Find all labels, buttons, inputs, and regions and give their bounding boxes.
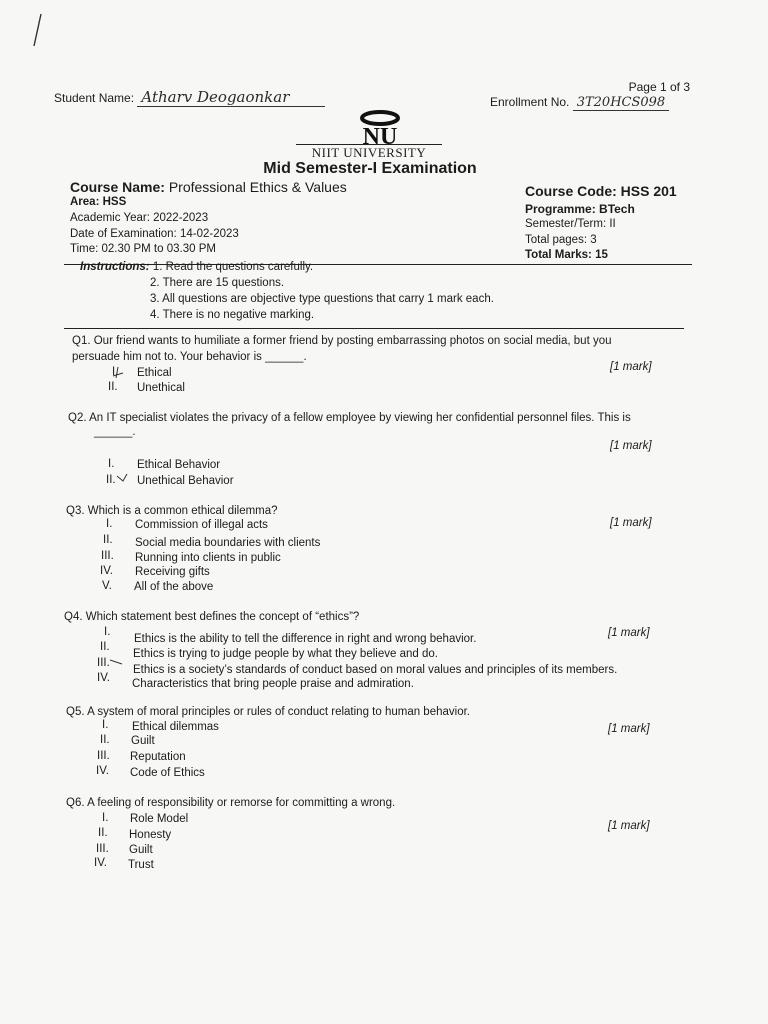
- course-name-label: Course Name:: [70, 179, 165, 195]
- option-number: IV.: [100, 565, 114, 577]
- option-number: III.: [97, 750, 110, 762]
- option-text: Ethical Behavior: [137, 459, 221, 471]
- university-name: NIIT UNIVERSITY: [296, 144, 442, 161]
- option-text: Ethics is trying to judge people by what they believe and do.: [133, 648, 438, 660]
- question-text: Q2. An IT specialist violates the privacy of a fellow employee by viewing her confidential personnel files. This is: [68, 412, 631, 424]
- option-number: V.: [102, 580, 112, 592]
- option-number: III.: [97, 657, 110, 669]
- option-number: I.: [102, 719, 109, 731]
- option-text: Role Model: [130, 813, 189, 825]
- question-text: persuade him not to. Your behavior is ______.: [72, 351, 307, 363]
- option-number: I.: [106, 518, 113, 530]
- semester: Semester/Term: II: [525, 218, 616, 230]
- instructions-label: Instructions:: [80, 261, 150, 273]
- enrollment-line: [490, 95, 669, 111]
- instruction-item: 2. There are 15 questions.: [150, 277, 285, 289]
- option-number: II.: [106, 474, 116, 486]
- option-text: Honesty: [129, 829, 172, 841]
- option-number: III.: [96, 843, 109, 855]
- option-text: Unethical Behavior: [137, 475, 234, 487]
- programme: Programme: BTech: [525, 202, 635, 216]
- enrollment-value: 3T20HCS098: [573, 95, 670, 111]
- pen-stroke-mark: [30, 12, 44, 48]
- option-number: I.: [104, 626, 111, 638]
- option-text: Ethical: [137, 367, 172, 379]
- option-number: II.: [103, 534, 113, 546]
- option-text: Ethics is a society’s standards of conduct based on moral values and principles of its members.: [133, 664, 618, 676]
- option-text: Social media boundaries with clients: [135, 537, 321, 549]
- option-text: Guilt: [131, 735, 155, 747]
- option-text: Ethical dilemmas: [132, 721, 219, 733]
- option-number: I.: [112, 366, 119, 378]
- option-number: II.: [108, 381, 118, 393]
- logo-letters: NU: [362, 124, 398, 146]
- course-code: Course Code: HSS 201: [525, 183, 677, 199]
- divider-instructions: [64, 328, 684, 329]
- student-name-line: [54, 88, 325, 107]
- exam-time: Time: 02.30 PM to 03.30 PM: [70, 243, 216, 255]
- option-text: Trust: [128, 859, 154, 871]
- option-number: I.: [102, 812, 109, 824]
- student-name-label: Student Name:: [54, 91, 135, 105]
- option-text: Commission of illegal acts: [135, 519, 268, 531]
- page-number: Page 1 of 3: [628, 80, 690, 94]
- total-pages: Total pages: 3: [525, 234, 597, 246]
- instructions: [80, 261, 313, 273]
- academic-year: Academic Year: 2022-2023: [70, 212, 209, 224]
- option-number: III.: [101, 550, 114, 562]
- area: Area: HSS: [70, 196, 127, 208]
- option-number: IV.: [97, 672, 111, 684]
- option-number: II.: [98, 827, 108, 839]
- course-name-value: Professional Ethics & Values: [168, 179, 347, 195]
- enrollment-label: Enrollment No.: [490, 95, 570, 109]
- option-text: Code of Ethics: [130, 767, 205, 779]
- total-marks: Total Marks: 15: [525, 249, 608, 261]
- option-number: II.: [100, 641, 110, 653]
- student-name-value: Atharv Deogaonkar: [137, 88, 325, 107]
- exam-title: Mid Semester-I Examination: [263, 160, 477, 177]
- option-text: Characteristics that bring people praise and admiration.: [132, 678, 414, 690]
- instruction-item: 3. All questions are objective type questions that carry 1 mark each.: [150, 293, 494, 305]
- option-number: IV.: [96, 765, 110, 777]
- question-mark: [1 mark]: [608, 627, 650, 639]
- option-number: IV.: [94, 857, 108, 869]
- question-mark: [1 mark]: [608, 723, 650, 735]
- question-mark: [1 mark]: [610, 440, 652, 452]
- question-text: Q1. Our friend wants to humiliate a former friend by posting embarrassing photos on social media, but you: [72, 335, 612, 347]
- exam-date: Date of Examination: 14-02-2023: [70, 228, 239, 240]
- option-number: I.: [108, 458, 115, 470]
- option-text: All of the above: [134, 581, 214, 593]
- question-text: Q4. Which statement best defines the concept of “ethics”?: [64, 611, 360, 623]
- question-mark: [1 mark]: [610, 517, 652, 529]
- question-text: Q5. A system of moral principles or rules of conduct relating to human behavior.: [66, 706, 470, 718]
- question-text: Q3. Which is a common ethical dilemma?: [66, 505, 278, 517]
- option-text: Reputation: [130, 751, 186, 763]
- question-text: ______.: [94, 426, 136, 438]
- instruction-item: 1. Read the questions carefully.: [152, 261, 314, 273]
- option-text: Receiving gifts: [135, 566, 210, 578]
- option-text: Ethics is the ability to tell the difference in right and wrong behavior.: [134, 633, 477, 645]
- option-number: II.: [100, 734, 110, 746]
- option-text: Running into clients in public: [135, 552, 281, 564]
- option-text: Guilt: [129, 844, 153, 856]
- question-mark: [1 mark]: [608, 820, 650, 832]
- instruction-item: 4. There is no negative marking.: [150, 309, 315, 321]
- course-name: [70, 179, 347, 195]
- question-text: Q6. A feeling of responsibility or remorse for committing a wrong.: [66, 797, 396, 809]
- question-mark: [1 mark]: [610, 361, 652, 373]
- option-text: Unethical: [137, 382, 185, 394]
